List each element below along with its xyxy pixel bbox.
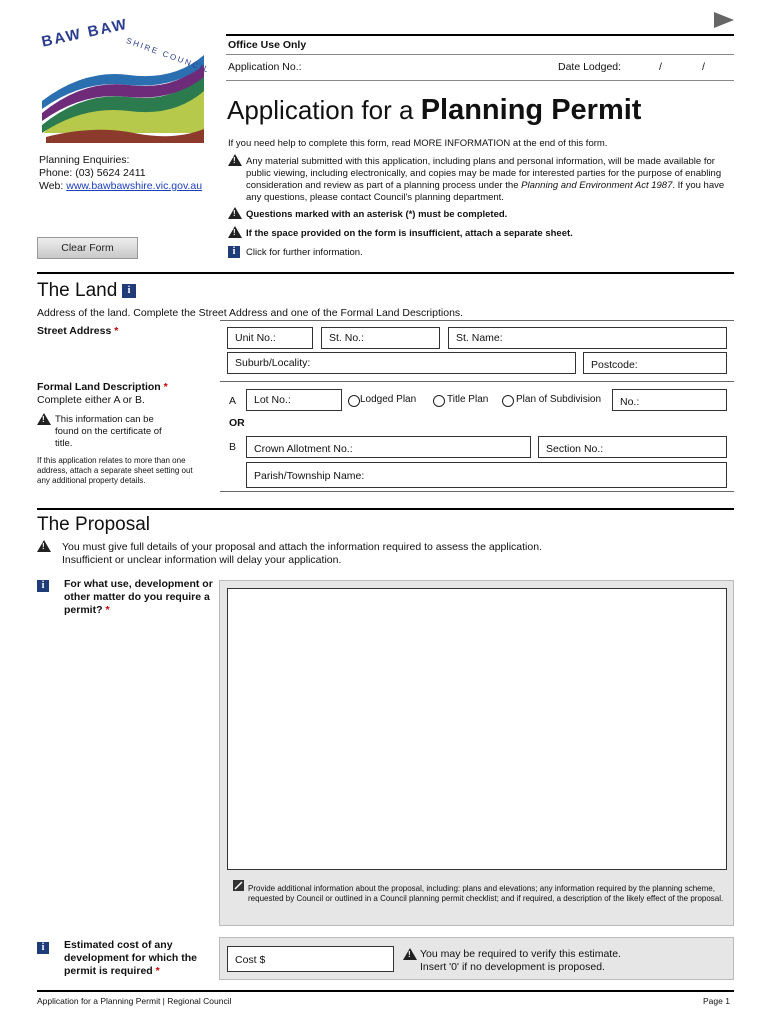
proposal-section-title: The Proposal (37, 514, 151, 535)
phone-number: Phone: (03) 5624 2411 (39, 167, 146, 179)
street-address-label: Street Address * (37, 325, 119, 337)
asterisk-notice: Questions marked with an asterisk (*) must be completed. (246, 209, 508, 220)
clear-form-button[interactable]: Clear Form (37, 237, 138, 259)
estimated-cost-label: Estimated cost of any development for which the permit is required * (64, 939, 198, 977)
title-certificate-note: This information can be found on the certificate of title. (55, 414, 162, 449)
planning-enquiries-label: Planning Enquiries: (39, 154, 130, 166)
multiple-address-note: If this application relates to more than one address, attach a separate sheet setting out any additional property details. (37, 456, 193, 485)
formal-land-label: Formal Land Description * (37, 381, 168, 393)
parish-township-field[interactable]: Parish/Township Name: (246, 462, 727, 488)
plan-of-subdivision-label: Plan of Subdivision (516, 394, 602, 405)
proposal-textarea[interactable] (227, 588, 727, 870)
date-slash: / (702, 61, 705, 73)
insert-zero-note: Insert '0' if no development is proposed. (420, 961, 605, 973)
cost-field[interactable]: Cost $ (227, 946, 394, 972)
web-link[interactable]: www.bawbawshire.vic.gov.au (66, 180, 203, 192)
title-plan-radio[interactable] (433, 395, 445, 407)
page-number: Page 1 (703, 996, 730, 1006)
option-b-label: B (229, 441, 237, 453)
pencil-icon (233, 880, 244, 891)
title-part2: Planning Permit (420, 94, 642, 126)
date-slash: / (659, 61, 662, 73)
suburb-field[interactable]: Suburb/Locality: (227, 352, 576, 374)
cost-info-icon[interactable]: i (37, 942, 49, 954)
title-part1: Application for a (227, 95, 414, 125)
warning-icon (228, 154, 242, 166)
verify-estimate-note: You may be required to verify this estimate. (420, 948, 621, 960)
further-info-text: Click for further information. (246, 247, 363, 258)
complete-a-or-b: Complete either A or B. (37, 394, 145, 406)
application-no-label: Application No.: (228, 61, 302, 73)
plan-no-field[interactable]: No.: (612, 389, 727, 411)
lodged-plan-label: Lodged Plan (360, 394, 417, 405)
land-section-title: The Land (37, 280, 118, 301)
footer-title: Application for a Planning Permit | Regional Council (37, 996, 232, 1006)
help-text: If you need help to complete this form, read MORE INFORMATION at the end of this form. (228, 138, 608, 149)
page-title (227, 94, 641, 127)
council-logo (34, 33, 214, 145)
option-a-label: A (229, 395, 237, 407)
warning-icon (228, 207, 242, 219)
street-no-field[interactable]: St. No.: (321, 327, 440, 349)
separate-sheet-notice: If the space provided on the form is insufficient, attach a separate sheet. (246, 228, 573, 239)
office-use-heading: Office Use Only (228, 39, 307, 51)
unclear-info-warning: Insufficient or unclear information will delay your application. (62, 554, 342, 566)
proposal-info-icon[interactable]: i (37, 580, 49, 592)
plan-of-subdivision-radio[interactable] (502, 395, 514, 407)
crown-allotment-field[interactable]: Crown Allotment No.: (246, 436, 531, 458)
street-name-field[interactable]: St. Name: (448, 327, 727, 349)
unit-no-field[interactable]: Unit No.: (227, 327, 313, 349)
logo-subtext: SHIRE COUNCIL (124, 36, 212, 75)
postcode-field[interactable]: Postcode: (583, 352, 727, 374)
warning-icon (403, 948, 417, 960)
date-lodged-label: Date Lodged: (558, 61, 622, 73)
title-plan-label: Title Plan (447, 394, 489, 405)
or-label: OR (229, 417, 245, 429)
section-no-field[interactable]: Section No.: (538, 436, 727, 458)
public-viewing-notice: Any material submitted with this application, including plans and personal information, will be made available for public viewing, including electronically, and copies may be made for interested parties for the purpose of enabling consideration and review as part of a planning process under the Planning and Environment Act 1987. If you have any questions, please contact Council's planning department. (246, 156, 725, 203)
next-page-arrow-icon[interactable] (712, 10, 736, 30)
warning-icon (37, 540, 51, 552)
lodged-plan-radio[interactable] (348, 395, 360, 407)
land-info-icon[interactable]: i (122, 284, 136, 298)
additional-info-note: Provide additional information about the proposal, including: plans and elevations; any information required by the planning scheme, requested by Council or outlined in a Council planning permit checklist; and if required, a description of the likely effect of the proposal. (248, 884, 724, 903)
full-details-warning: You must give full details of your proposal and attach the information required to assess the application. (62, 541, 542, 553)
lot-no-field[interactable]: Lot No.: (246, 389, 342, 411)
logo-text: BAW BAW (40, 15, 130, 51)
web-label: Web: (39, 180, 64, 192)
info-icon[interactable]: i (228, 246, 240, 258)
land-description: Address of the land. Complete the Street Address and one of the Formal Land Descriptions. (37, 307, 464, 319)
warning-icon (228, 226, 242, 238)
permit-purpose-label: For what use, development or other matter do you require a permit? * (64, 578, 213, 616)
warning-icon (37, 413, 51, 425)
web-row (39, 180, 202, 192)
